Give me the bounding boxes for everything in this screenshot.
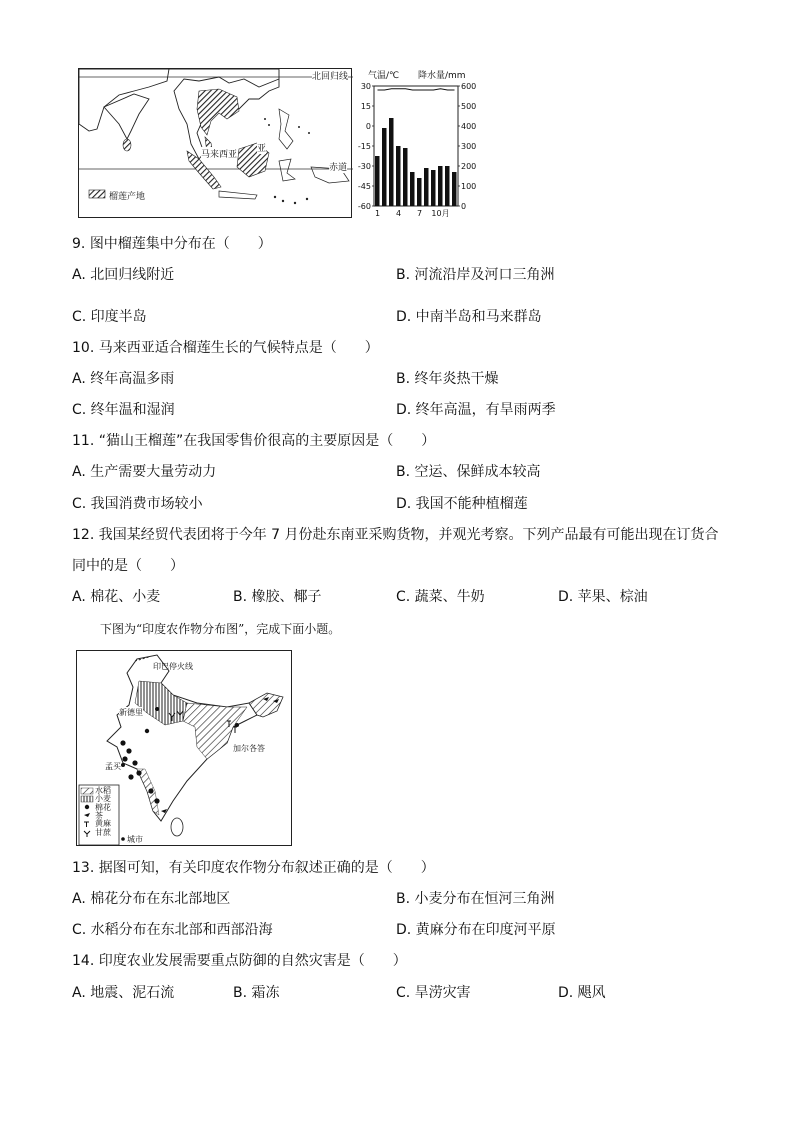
option-12c[interactable]: C. 蔬菜、牛奶 <box>396 589 485 605</box>
question-text: 我国某经贸代表团将于今年 7 月份赴东南亚采购货物，并观光考察。下列产品最有可能出现在订货合 <box>98 527 719 543</box>
option-13a[interactable]: A. 棉花分布在东北部地区 <box>72 891 231 907</box>
precipitation-bar <box>445 166 450 206</box>
legend-city: 城市 <box>127 835 143 844</box>
precipitation-axis-label: 降水量/mm <box>418 71 466 81</box>
option-9a[interactable]: A. 北回归线附近 <box>72 267 175 283</box>
option-11d[interactable]: D. 我国不能种植榴莲 <box>396 496 528 512</box>
right-tick-label: 600 <box>461 82 477 91</box>
question-number: 9. <box>72 236 86 252</box>
question-14 <box>72 951 407 971</box>
x-tick-label: 4 <box>395 209 402 218</box>
question-number: 11. <box>72 433 95 449</box>
question-text: 据图可知，有关印度农作物分布叙述正确的是（ ） <box>98 860 435 876</box>
precipitation-bar <box>431 170 436 206</box>
option-12b[interactable]: B. 橡胶、椰子 <box>233 589 322 605</box>
option-11c[interactable]: C. 我国消费市场较小 <box>72 496 203 512</box>
temperature-line <box>378 89 455 90</box>
legend-cotton: 棉花 <box>95 803 111 812</box>
x-tick-label: 10月 <box>431 209 450 218</box>
option-11a[interactable]: A. 生产需要大量劳动力 <box>72 464 217 480</box>
option-10d[interactable]: D. 终年高温，有旱雨两季 <box>396 402 556 418</box>
left-tick-label: -60 <box>357 202 371 211</box>
right-tick-label: 300 <box>461 142 477 151</box>
precipitation-bar <box>375 156 380 206</box>
precipitation-bar <box>417 178 422 206</box>
left-tick-label: -45 <box>357 182 371 191</box>
option-14d[interactable]: D. 飓风 <box>558 985 606 1001</box>
legend-sugarcane: 甘蔗 <box>95 828 111 837</box>
legend-rice: 水稻 <box>95 786 111 795</box>
option-10a[interactable]: A. 终年高温多雨 <box>72 371 175 387</box>
precipitation-bar <box>424 168 429 206</box>
climate-chart <box>356 66 477 224</box>
right-tick-label: 0 <box>461 202 467 211</box>
india-crops-map <box>76 650 292 846</box>
left-tick-label: 15 <box>360 102 371 111</box>
question-number: 13. <box>72 860 95 876</box>
option-11b[interactable]: B. 空运、保鲜成本较高 <box>396 464 541 480</box>
question-13 <box>72 858 435 878</box>
legend-jute: 黄麻 <box>95 819 111 828</box>
right-tick-label: 100 <box>461 182 477 191</box>
tropic-label: 北回归线 <box>312 69 348 82</box>
durian-legend-label: 榴莲产地 <box>109 192 146 202</box>
question-10 <box>72 338 379 358</box>
right-tick-label: 400 <box>461 122 477 131</box>
precipitation-bar <box>410 172 415 206</box>
southeast-asia-map <box>78 68 352 218</box>
left-tick-label: 0 <box>365 122 371 131</box>
left-tick-label: -30 <box>357 162 371 171</box>
precipitation-bar <box>403 148 408 206</box>
kolkata-label: 加尔各答 <box>233 744 265 753</box>
question-text: “猫山王榴莲”在我国零售价很高的主要原因是（ ） <box>98 433 436 449</box>
option-10b[interactable]: B. 终年炎热干燥 <box>396 371 499 387</box>
question-number: 14. <box>72 953 95 969</box>
question-12 <box>72 525 719 545</box>
temperature-axis-label: 气温/℃ <box>368 71 400 81</box>
x-tick-label: 7 <box>416 209 423 218</box>
option-9d[interactable]: D. 中南半岛和马来群岛 <box>396 309 542 325</box>
legend-tea: 茶 <box>95 811 103 820</box>
left-tick-label: -15 <box>357 142 371 151</box>
option-13b[interactable]: B. 小麦分布在恒河三角洲 <box>396 891 555 907</box>
option-9b[interactable]: B. 河流沿岸及河口三角洲 <box>396 267 555 283</box>
mumbai-label: 孟买 <box>105 762 121 771</box>
left-tick-label: 30 <box>360 82 371 91</box>
question-11 <box>72 431 435 451</box>
option-14a[interactable]: A. 地震、泥石流 <box>72 985 175 1001</box>
equator-label: 赤道 <box>329 160 347 173</box>
map-intro: 下图为“印度农作物分布图”，完成下面小题。 <box>100 622 341 636</box>
option-14b[interactable]: B. 霜冻 <box>233 985 280 1001</box>
question-text: 马来西亚适合榴莲生长的气候特点是（ ） <box>98 340 379 356</box>
precipitation-bar <box>389 118 394 206</box>
option-13d[interactable]: D. 黄麻分布在印度河平原 <box>396 922 556 938</box>
right-tick-label: 200 <box>461 162 477 171</box>
option-10c[interactable]: C. 终年温和湿润 <box>72 402 175 418</box>
ceasefire-label: 印巴停火线 <box>153 662 193 671</box>
question-12-line2: 同中的是（ ） <box>72 558 184 574</box>
option-13c[interactable]: C. 水稻分布在东北部和西部沿海 <box>72 922 273 938</box>
new-delhi-label: 新德里 <box>119 708 143 717</box>
question-number: 12. <box>72 527 95 543</box>
precipitation-bar <box>382 128 387 206</box>
precipitation-bar <box>452 172 457 206</box>
option-9c[interactable]: C. 印度半岛 <box>72 309 147 325</box>
question-9 <box>72 234 272 254</box>
x-tick-label: 1 <box>374 209 381 218</box>
right-tick-label: 500 <box>461 102 477 111</box>
malaysia-label: 马来西亚 <box>201 147 237 160</box>
legend-wheat: 小麦 <box>95 794 111 803</box>
precipitation-bar <box>396 146 401 206</box>
climate-chart-svg <box>356 66 477 224</box>
question-text: 图中榴莲集中分布在（ ） <box>89 236 272 252</box>
question-text: 印度农业发展需要重点防御的自然灾害是（ ） <box>98 953 407 969</box>
option-12a[interactable]: A. 棉花、小麦 <box>72 589 161 605</box>
precipitation-bar <box>438 166 443 206</box>
question-number: 10. <box>72 340 95 356</box>
malaysia-label-2: 亚 <box>257 141 266 154</box>
option-14c[interactable]: C. 旱涝灾害 <box>396 985 471 1001</box>
option-12d[interactable]: D. 苹果、棕油 <box>558 589 648 605</box>
